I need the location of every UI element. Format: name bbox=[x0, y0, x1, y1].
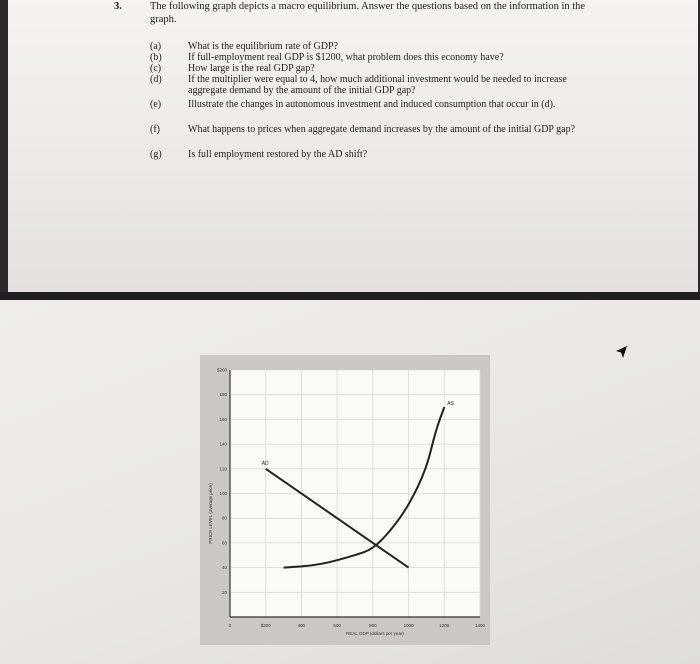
y-tick-label: 120 bbox=[219, 466, 227, 472]
chart-svg bbox=[200, 355, 490, 645]
x-tick-label: 600 bbox=[333, 623, 341, 628]
question-number: 3. bbox=[114, 1, 122, 12]
y-tick-label: 40 bbox=[221, 565, 227, 571]
y-tick-label: 80 bbox=[221, 515, 227, 521]
item-label: (e) bbox=[150, 99, 162, 110]
item-text: If full-employment real GDP is $1200, what problem does this economy have? bbox=[188, 52, 504, 63]
x-tick-label: 1000 bbox=[403, 623, 414, 628]
item-text: Is full employment restored by the AD shift? bbox=[188, 149, 368, 160]
y-axis-title: PRICE LEVEL (average price) bbox=[208, 483, 213, 544]
y-tick-label: 180 bbox=[219, 392, 227, 398]
question-intro: The following graph depicts a macro equilibrium. Answer the questions based on the information in the graph. bbox=[150, 1, 586, 25]
x-tick-label: 800 bbox=[369, 623, 377, 628]
item-label: (d) bbox=[150, 74, 162, 85]
item-label: (c) bbox=[150, 63, 162, 74]
y-tick-label: 60 bbox=[221, 540, 227, 546]
y-tick-label: $200 bbox=[216, 367, 227, 373]
mouse-pointer-icon bbox=[614, 344, 628, 360]
y-tick-label: 100 bbox=[219, 491, 227, 496]
item-label: (b) bbox=[150, 52, 162, 63]
item-text: What happens to prices when aggregate demand increases by the amount of the initial GDP gap? bbox=[188, 124, 576, 135]
x-tick-label: 1400 bbox=[474, 623, 486, 628]
item-text: What is the equilibrium rate of GDP? bbox=[188, 41, 338, 52]
ad-curve-label: AD bbox=[261, 460, 269, 467]
item-label: (g) bbox=[150, 149, 162, 160]
y-tick-label: 160 bbox=[219, 416, 227, 422]
x-tick-label: 0 bbox=[228, 623, 232, 628]
item-label: (f) bbox=[150, 124, 160, 135]
x-tick-label: 400 bbox=[297, 623, 306, 628]
item-text: Illustrate the changes in autonomous investment and induced consumption that occur in (d). bbox=[188, 99, 556, 110]
y-tick-label: 140 bbox=[219, 441, 227, 447]
item-label: (a) bbox=[150, 41, 162, 52]
x-axis-title: REAL GDP (dollars per year) bbox=[346, 631, 404, 636]
ad-as-chart bbox=[200, 355, 490, 645]
page-divider bbox=[0, 292, 700, 300]
as-curve-label: AS bbox=[447, 401, 454, 408]
x-tick-label: $200 bbox=[260, 623, 271, 628]
item-text: If the multiplier were equal to 4, how much additional investment would be needed to increase aggregate demand by the amount of the initial GDP gap? bbox=[188, 74, 567, 96]
item-text: How large is the real GDP gap? bbox=[188, 63, 315, 74]
x-tick-label: 1200 bbox=[439, 623, 450, 628]
y-tick-label: 20 bbox=[221, 589, 227, 595]
